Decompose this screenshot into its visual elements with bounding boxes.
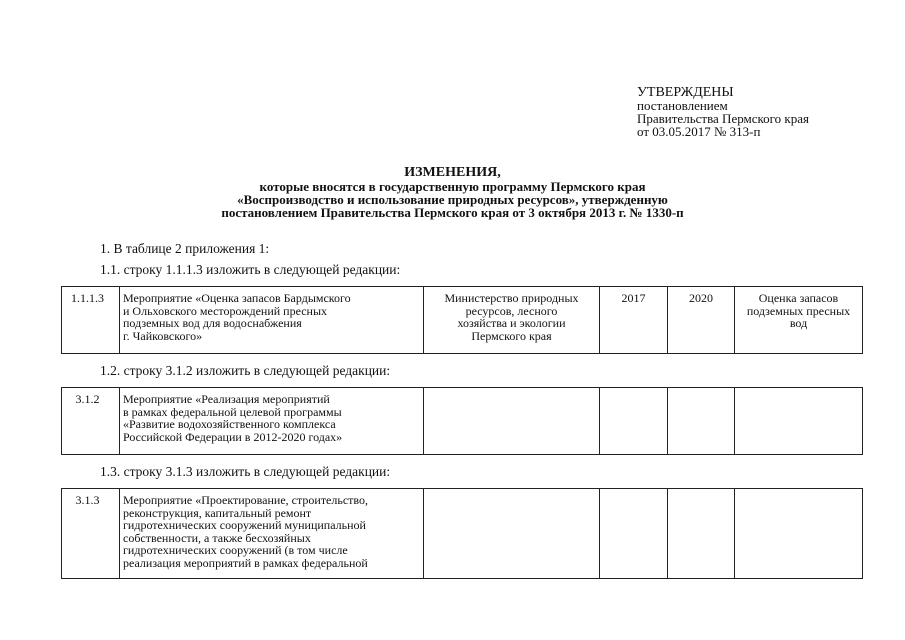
cell-line: Мероприятие «Оценка запасов Бардымского	[123, 291, 351, 305]
table-row	[62, 287, 863, 354]
cell-line: гидротехнических сооружений муниципальной	[123, 518, 366, 532]
cell-line: реализация мероприятий в рамках федеральной	[123, 555, 368, 570]
responsible-cell	[424, 489, 600, 579]
responsible-cell	[424, 287, 600, 354]
table-row	[62, 489, 863, 579]
cell-line: собственности, а также бесхозяйных	[123, 530, 311, 545]
cell-line: Мероприятие «Проектирование, строительство,	[123, 493, 368, 507]
cell-line: и Ольховского месторождений пресных	[123, 303, 328, 318]
cell-line: Российской Федерации в 2012-2020 годах»	[123, 429, 343, 444]
document-subtitle-line: постановлением Правительства Пермского края от 3 октября 2013 г. № 1330-п	[221, 205, 684, 220]
result-cell	[735, 388, 863, 455]
result-cell	[735, 287, 863, 354]
approval-line: от 03.05.2017 № 313-п	[637, 124, 761, 139]
end-year-cell	[668, 489, 735, 579]
paragraph-1-1: 1.1. строку 1.1.1.3 изложить в следующей редакции:	[100, 262, 401, 277]
cell-line: Министерство природных	[444, 291, 579, 305]
approval-title: УТВЕРЖДЕНЫ	[637, 85, 734, 100]
row-number: 3.1.2	[62, 388, 120, 455]
cell-line: ресурсов, лесного	[465, 303, 558, 318]
start-year-cell	[600, 388, 668, 455]
cell-line: «Развитие водохозяйственного комплекса	[123, 417, 336, 431]
end-year-cell	[668, 388, 735, 455]
cell-line: в рамках федеральной целевой программы	[123, 404, 342, 419]
cell-line: Пермского края	[471, 328, 552, 343]
row-number: 3.1.3	[62, 489, 120, 579]
table-row-1-1-1-3	[61, 286, 863, 354]
document-subtitle-line: которые вносятся в государственную программу Пермского края	[259, 179, 646, 194]
start-year-cell	[600, 489, 668, 579]
cell-line: вод	[789, 316, 808, 330]
table-row	[62, 388, 863, 455]
row-number: 1.1.1.3	[62, 287, 120, 354]
approval-line: постановлением	[637, 98, 728, 113]
cell-line: Оценка запасов	[758, 291, 839, 305]
table-row-3-1-2	[61, 387, 863, 455]
paragraph-1: 1. В таблице 2 приложения 1:	[100, 241, 270, 256]
activity-cell	[120, 388, 424, 455]
paragraph-1-3: 1.3. строку 3.1.3 изложить в следующей редакции:	[100, 464, 391, 479]
cell-line: подземных пресных	[746, 303, 851, 318]
cell-line: хозяйства и экологии	[457, 316, 566, 330]
cell-line: реконструкция, капитальный ремонт	[123, 505, 312, 520]
cell-line: г. Чайковского»	[123, 328, 203, 343]
paragraph-1-2: 1.2. строку 3.1.2 изложить в следующей редакции:	[100, 363, 391, 378]
cell-line: подземных вод для водоснабжения	[123, 316, 302, 330]
table-row-3-1-3	[61, 488, 863, 579]
approval-stamp	[637, 86, 809, 138]
end-year-cell: 2020	[668, 287, 735, 354]
activity-cell	[120, 287, 424, 354]
document-title: ИЗМЕНЕНИЯ,	[404, 165, 501, 180]
approval-line: Правительства Пермского края	[637, 111, 809, 126]
activity-cell	[120, 489, 424, 579]
document-subtitle-line: «Воспроизводство и использование природных ресурсов», утвержденную	[237, 192, 668, 207]
cell-line: гидротехнических сооружений (в том числе	[123, 543, 348, 557]
result-cell	[735, 489, 863, 579]
responsible-cell	[424, 388, 600, 455]
cell-line: Мероприятие «Реализация мероприятий	[123, 392, 330, 406]
start-year-cell: 2017	[600, 287, 668, 354]
